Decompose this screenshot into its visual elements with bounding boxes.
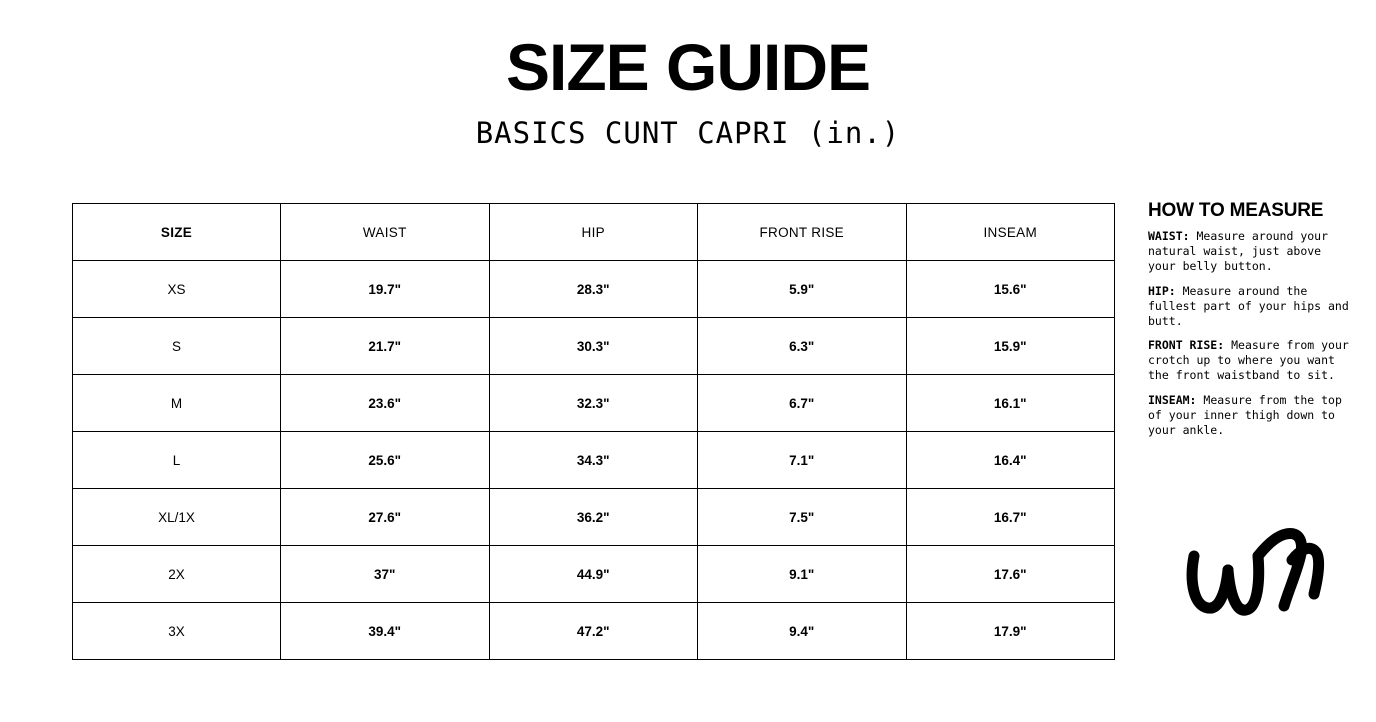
cell-hip: 34.3": [489, 432, 698, 489]
measure-text-front-rise: Measure from your crotch up to where you want the front waistband to sit.: [1148, 338, 1349, 383]
cell-waist: 37": [281, 546, 490, 603]
cell-size: XS: [73, 261, 281, 318]
measure-text-hip: Measure around the fullest part of your hips and butt.: [1148, 283, 1349, 328]
measure-text-inseam: Measure from the top of your inner thigh down to your ankle.: [1148, 392, 1342, 437]
measure-label-inseam: INSEAM:: [1148, 392, 1197, 407]
cell-hip: 44.9": [489, 546, 698, 603]
cell-size: S: [73, 318, 281, 375]
table-row: [73, 432, 1115, 489]
column-header-front-rise: FRONT RISE: [698, 204, 907, 261]
cell-hip: 32.3": [489, 375, 698, 432]
column-header-inseam: INSEAM: [906, 204, 1115, 261]
cell-inseam: 17.9": [906, 603, 1115, 660]
measure-label-hip: HIP:: [1148, 283, 1176, 298]
column-header-size: SIZE: [73, 204, 281, 261]
measure-label-front-rise: FRONT RISE:: [1148, 338, 1225, 353]
cell-waist: 25.6": [281, 432, 490, 489]
cell-hip: 36.2": [489, 489, 698, 546]
cell-size: 2X: [73, 546, 281, 603]
table-header-row-group: [73, 204, 1115, 261]
cell-front-rise: 9.4": [698, 603, 907, 660]
column-header-hip: HIP: [489, 204, 698, 261]
measure-instruction-inseam: [1148, 393, 1353, 439]
measure-label-waist: WAIST:: [1148, 229, 1190, 243]
cell-hip: 28.3": [489, 261, 698, 318]
table-row: [73, 489, 1115, 546]
table-row: [73, 318, 1115, 375]
cell-hip: 47.2": [489, 603, 698, 660]
cell-front-rise: 9.1": [698, 546, 907, 603]
cell-waist: 27.6": [281, 489, 490, 546]
cell-inseam: 15.9": [906, 318, 1115, 375]
cell-inseam: 15.6": [906, 261, 1115, 318]
measure-instruction-front-rise: [1148, 338, 1353, 384]
size-table: [72, 203, 1115, 660]
cell-front-rise: 7.1": [698, 432, 907, 489]
table-header-row: [73, 204, 1115, 261]
cell-size: 3X: [73, 603, 281, 660]
cell-waist: 19.7": [281, 261, 490, 318]
table-row: [73, 546, 1115, 603]
cell-inseam: 16.4": [906, 432, 1115, 489]
measure-instruction-waist: [1148, 229, 1353, 275]
cell-front-rise: 6.7": [698, 375, 907, 432]
cell-waist: 23.6": [281, 375, 490, 432]
table-row: [73, 603, 1115, 660]
table-body: [73, 261, 1115, 660]
column-header-waist: WAIST: [281, 204, 490, 261]
measure-text-waist: Measure around your natural waist, just above your belly button.: [1148, 229, 1329, 274]
cell-hip: 30.3": [489, 318, 698, 375]
page-header: [0, 30, 1376, 150]
cell-front-rise: 5.9": [698, 261, 907, 318]
brand-script-logo-icon: [1180, 520, 1330, 630]
cell-waist: 21.7": [281, 318, 490, 375]
how-to-measure-section: [1148, 200, 1353, 447]
cell-front-rise: 7.5": [698, 489, 907, 546]
cell-waist: 39.4": [281, 603, 490, 660]
cell-inseam: 17.6": [906, 546, 1115, 603]
page-subtitle: BASICS CUNT CAPRI (in.): [475, 116, 901, 150]
page-title: SIZE GUIDE: [505, 30, 871, 104]
measure-instruction-hip: [1148, 284, 1353, 330]
cell-size: M: [73, 375, 281, 432]
table-row: [73, 375, 1115, 432]
how-to-measure-title: HOW TO MEASURE: [1148, 200, 1324, 221]
cell-inseam: 16.1": [906, 375, 1115, 432]
cell-front-rise: 6.3": [698, 318, 907, 375]
cell-size: L: [73, 432, 281, 489]
cell-inseam: 16.7": [906, 489, 1115, 546]
size-table-container: [72, 203, 1114, 660]
table-row: [73, 261, 1115, 318]
cell-size: XL/1X: [73, 489, 281, 546]
